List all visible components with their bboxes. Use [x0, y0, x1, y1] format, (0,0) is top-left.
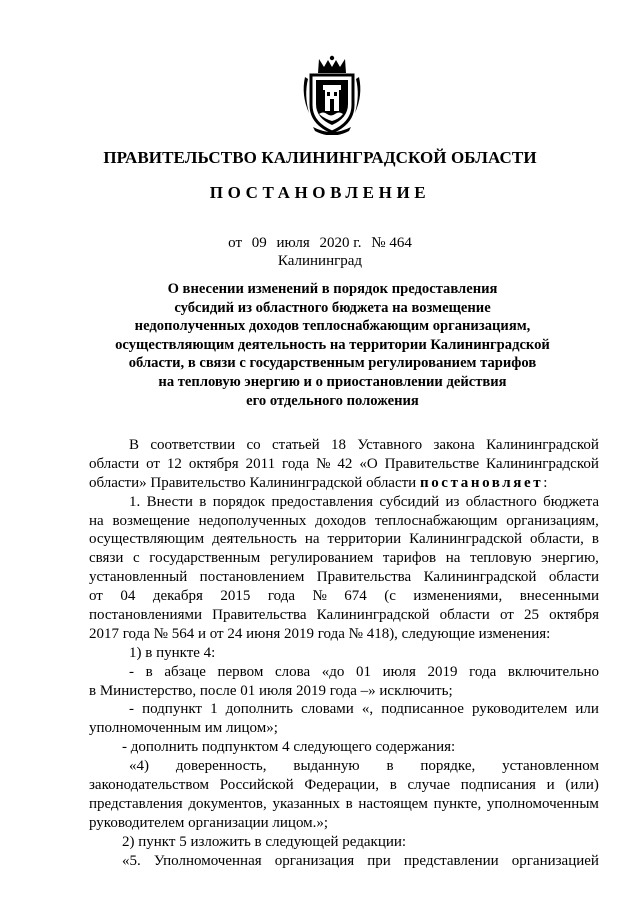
- body-line: [89, 474, 599, 493]
- body-word: государственным: [149, 550, 261, 567]
- body-word: -: [129, 663, 134, 680]
- body-line: [89, 814, 599, 833]
- body-word: доходов: [315, 512, 367, 529]
- body-word: Правительства: [212, 607, 307, 624]
- heading-line: его отдельного положения: [246, 392, 419, 409]
- body-line: [89, 663, 599, 682]
- body-line: [89, 644, 599, 663]
- body-word: от: [146, 455, 160, 472]
- body-word: от: [499, 607, 514, 624]
- document-body: [89, 436, 599, 870]
- body-word: Калининградской: [486, 455, 599, 472]
- body-word: 2019: [427, 663, 458, 680]
- body-word: руководителем: [471, 701, 568, 718]
- body-word: «до: [321, 663, 345, 680]
- body-line: [89, 719, 599, 738]
- body-word: в: [345, 795, 353, 812]
- body-text: 2017 года № 564 и от 24 июня 2019 года № 418), следующие изменения:: [89, 625, 551, 642]
- body-line: [89, 512, 599, 531]
- heading-line: осуществляющим деятельность на территории Калининградской: [115, 336, 550, 353]
- body-text: 1) в пункте 4:: [129, 644, 216, 661]
- body-word: с: [133, 550, 140, 567]
- body-word: октября: [188, 455, 239, 472]
- body-word: области: [548, 569, 599, 586]
- date-day: 09: [251, 235, 267, 251]
- body-text: 2) пункт 5 изложить в следующей редакции:: [122, 833, 407, 850]
- body-word: Уставного: [357, 437, 423, 453]
- body-word: 2015: [220, 588, 251, 605]
- body-word: организация: [274, 852, 355, 869]
- document-heading: [100, 280, 565, 410]
- heading-line: на тепловую энергию и о приостановлении действия: [158, 373, 507, 390]
- body-word: на: [445, 550, 461, 567]
- body-word: бюджета: [543, 493, 599, 510]
- body-word: установленном: [502, 758, 599, 775]
- body-word: Правительстве: [384, 455, 480, 472]
- body-word: энергию,: [541, 550, 599, 567]
- body-text: уполномоченным им лицом»;: [89, 720, 278, 737]
- body-line: [89, 455, 599, 474]
- body-word: или: [575, 701, 599, 718]
- body-line: [89, 833, 599, 852]
- body-word: со: [246, 437, 261, 453]
- body-word: от: [89, 588, 103, 605]
- body-word: Калининградской: [409, 531, 523, 548]
- heading-line: субсидий из областного бюджета на возмещение: [174, 299, 491, 316]
- body-word: постановлением: [199, 569, 305, 586]
- body-word: года: [282, 455, 310, 472]
- body-word: установленный: [89, 569, 188, 586]
- body-word: года: [469, 663, 497, 680]
- body-word: осуществляющим: [89, 531, 205, 548]
- body-word: представления: [89, 795, 183, 812]
- body-line: [89, 493, 599, 512]
- body-word: постановлениями: [89, 607, 202, 624]
- body-word: 04: [120, 588, 136, 605]
- body-word: на: [304, 531, 320, 548]
- body-word: Калининградской: [423, 569, 537, 586]
- coat-of-arms-emblem: [299, 55, 365, 135]
- body-word: словами: [301, 701, 354, 718]
- body-word: 2011: [245, 455, 276, 472]
- body-word: 42: [337, 455, 353, 472]
- body-word: тарифов: [382, 550, 437, 567]
- body-word: изменениями,: [413, 588, 503, 605]
- body-text: - дополнить подпунктом 4 следующего содержания:: [122, 739, 456, 756]
- body-word: в: [591, 531, 599, 548]
- body-word: «О: [359, 455, 378, 472]
- body-word: соответствии: [150, 437, 236, 453]
- body-word: области: [439, 607, 490, 624]
- body-word: (с: [384, 588, 396, 605]
- body-word: подписанное: [381, 701, 464, 718]
- body-word: и: [546, 777, 555, 794]
- body-word: организацией: [511, 852, 599, 869]
- body-word: в: [145, 663, 153, 680]
- body-word: 25: [523, 607, 539, 624]
- body-word: доверенность,: [175, 758, 267, 775]
- body-word: статьей: [271, 437, 320, 453]
- body-word: года: [267, 588, 295, 605]
- body-word: В: [129, 437, 140, 453]
- body-word: Калининградской: [316, 607, 430, 624]
- body-word: 01: [356, 663, 372, 680]
- resolution-word: постановляет: [419, 474, 544, 491]
- body-word: выданную: [293, 758, 360, 775]
- body-line: [89, 530, 599, 549]
- body-word: в: [389, 777, 397, 794]
- body-word: Федерации,: [304, 777, 379, 794]
- body-word: дополнить: [225, 701, 294, 718]
- heading-line: О внесении изменений в порядок предоставления: [167, 281, 498, 297]
- body-line: [89, 682, 599, 701]
- body-word: 674: [344, 588, 367, 605]
- body-word: 1.: [129, 493, 141, 510]
- body-line: [89, 568, 599, 587]
- body-word: Правительства: [316, 569, 412, 586]
- body-word: закона: [433, 437, 475, 453]
- document-type: ПОСТАНОВЛЕНИЕ: [209, 183, 431, 202]
- body-word: Внести: [146, 493, 193, 510]
- body-word: Калининградской: [486, 437, 599, 453]
- body-word: «4): [129, 758, 149, 775]
- body-word: уполномоченным: [486, 795, 599, 812]
- date-prefix: от: [228, 235, 243, 251]
- city: Калининград: [277, 253, 363, 269]
- body-word: июля: [382, 663, 416, 680]
- body-word: регулированием: [269, 550, 374, 567]
- body-word: «,: [361, 701, 374, 718]
- body-word: областного: [465, 493, 537, 510]
- body-word: 12: [166, 455, 182, 472]
- body-word: тепловую: [470, 550, 532, 567]
- date-and-number: [0, 235, 640, 252]
- body-line: [89, 738, 599, 757]
- body-line: [89, 776, 599, 795]
- body-text: области» Правительство Калининградской области: [89, 474, 417, 491]
- body-word: первом: [217, 663, 264, 680]
- body-word: предоставления: [271, 493, 373, 510]
- body-line: [89, 436, 599, 455]
- body-word: порядок: [212, 493, 266, 510]
- body-word: теплоснабжающим: [374, 512, 498, 529]
- body-word: (или): [565, 777, 599, 794]
- government-name: ПРАВИТЕЛЬСТВО КАЛИНИНГРАДСКОЙ ОБЛАСТИ: [103, 148, 537, 167]
- body-line: [89, 606, 599, 625]
- body-word: деятельность: [212, 531, 297, 548]
- body-word: абзаце: [164, 663, 206, 680]
- body-word: в: [199, 493, 207, 510]
- body-word: Российской: [219, 777, 294, 794]
- body-word: указанных: [272, 795, 340, 812]
- body-word: представлении: [403, 852, 499, 869]
- body-word: области: [89, 455, 140, 472]
- body-word: внесенными: [519, 588, 599, 605]
- body-word: декабря: [152, 588, 203, 605]
- body-line: [89, 587, 599, 606]
- body-word: включительно: [507, 663, 599, 680]
- body-word: Уполномоченная: [153, 852, 262, 869]
- body-word: пункте,: [433, 795, 482, 812]
- body-word: подписания: [460, 777, 536, 794]
- date-year: 2020 г.: [319, 235, 362, 251]
- body-word: субсидий: [379, 493, 440, 510]
- body-word: в: [386, 758, 394, 775]
- body-word: 18: [331, 437, 347, 453]
- body-word: «5.: [122, 852, 141, 869]
- body-text: руководителем организации лицом.»;: [89, 814, 329, 831]
- body-word: настоящем: [358, 795, 428, 812]
- body-line: [89, 625, 599, 644]
- body-word: подпункт: [142, 701, 202, 718]
- body-word: при: [367, 852, 391, 869]
- body-word: территории: [327, 531, 402, 548]
- body-line: [89, 795, 599, 814]
- body-text: :: [543, 474, 548, 491]
- body-word: на: [89, 512, 104, 529]
- body-line: [89, 852, 599, 871]
- body-word: 1: [210, 701, 218, 718]
- heading-line: области, в связи с государственным регулированием тарифов: [128, 355, 537, 372]
- body-word: слова: [274, 663, 311, 680]
- body-word: законодательством: [89, 777, 210, 794]
- body-word: №: [312, 588, 327, 605]
- body-text: в Министерство, после 01 июля 2019 года –» исключить;: [89, 682, 453, 699]
- heading-line: недополученных доходов теплоснабжающим организациям,: [134, 318, 531, 335]
- document-number: 464: [389, 235, 412, 251]
- body-word: области,: [530, 531, 584, 548]
- body-line: [89, 700, 599, 719]
- body-word: случае: [407, 777, 450, 794]
- body-word: недополученных: [198, 512, 307, 529]
- body-word: связи: [89, 550, 124, 567]
- body-word: возмещение: [112, 512, 190, 529]
- body-word: -: [129, 701, 134, 718]
- body-line: [89, 757, 599, 776]
- body-word: документов,: [188, 795, 267, 812]
- body-word: организациям,: [506, 512, 599, 529]
- body-word: №: [316, 455, 331, 472]
- body-line: [89, 549, 599, 568]
- body-word: октября: [549, 607, 599, 624]
- date-month: июля: [276, 235, 310, 251]
- body-word: порядке,: [420, 758, 476, 775]
- number-sign: №: [371, 235, 386, 251]
- body-word: из: [445, 493, 460, 510]
